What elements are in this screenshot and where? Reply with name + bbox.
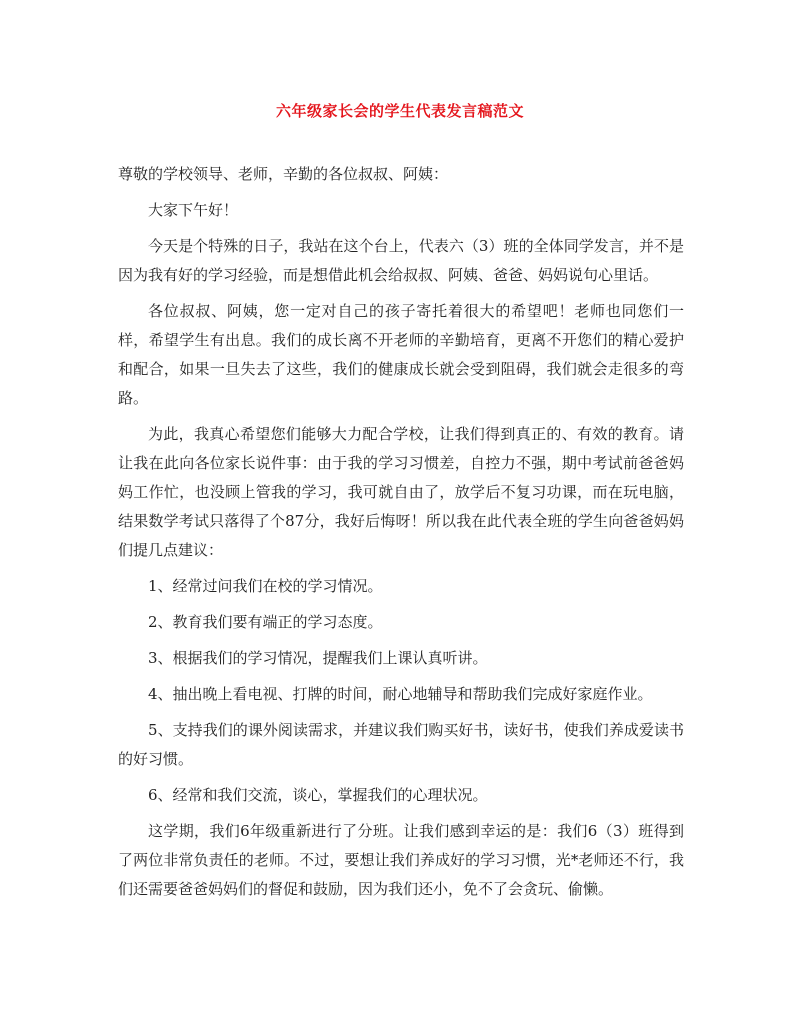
salutation: 尊敬的学校领导、老师，辛勤的各位叔叔、阿姨：	[118, 165, 449, 183]
paragraph-greeting: 大家下午好！	[148, 201, 239, 219]
paragraph-request: 为此，我真心希望您们能够大力配合学校，让我们得到真正的、有效的教育。请让我在此向各位家长说件事：由于我的学习习惯差，自控力不强，期中考试前爸爸妈妈工作忙，也没顾上管我的学习，我可就自由了，放学后不复习功课，而在玩电脑，结果数学考试只落得了个87分，我好后悔呀！所以我在此代表全班的学生向爸爸妈妈们提几点建议：	[118, 425, 684, 559]
suggestion-item-5: 5、支持我们的课外阅读需求，并建议我们购买好书，读好书，使我们养成爱读书的好习惯。	[118, 721, 684, 768]
paragraph-semester: 这学期，我们6年级重新进行了分班。让我们感到幸运的是：我们6（3）班得到了两位非常负责任的老师。不过，要想让我们养成好的学习习惯，光*老师还不行，我们还需要爸爸妈妈们的督促和鼓励，因为我们还小，免不了会贪玩、偷懒。	[118, 822, 684, 898]
paragraph-intro: 今天是个特殊的日子，我站在这个台上，代表六（3）班的全体同学发言，并不是因为我有好的学习经验，而是想借此机会给叔叔、阿姨、爸爸、妈妈说句心里话。	[118, 237, 684, 284]
document-body	[118, 160, 684, 911]
suggestion-item-3: 3、根据我们的学习情况，提醒我们上课认真听讲。	[148, 649, 488, 667]
document-title: 六年级家长会的学生代表发言稿范文	[275, 102, 524, 120]
suggestion-item-6: 6、经常和我们交流，谈心，掌握我们的心理状况。	[148, 786, 488, 804]
suggestion-item-1: 1、经常过问我们在校的学习情况。	[148, 577, 383, 595]
suggestion-item-2: 2、教育我们要有端正的学习态度。	[148, 613, 383, 631]
suggestion-item-4: 4、抽出晚上看电视、打牌的时间，耐心地辅导和帮助我们完成好家庭作业。	[148, 685, 653, 703]
paragraph-hopes: 各位叔叔、阿姨，您一定对自己的孩子寄托着很大的希望吧！老师也同您们一样，希望学生有出息。我们的成长离不开老师的辛勤培育，更离不开您们的精心爱护和配合，如果一旦失去了这些，我们的健康成长就会受到阻碍，我们就会走很多的弯路。	[118, 302, 684, 407]
